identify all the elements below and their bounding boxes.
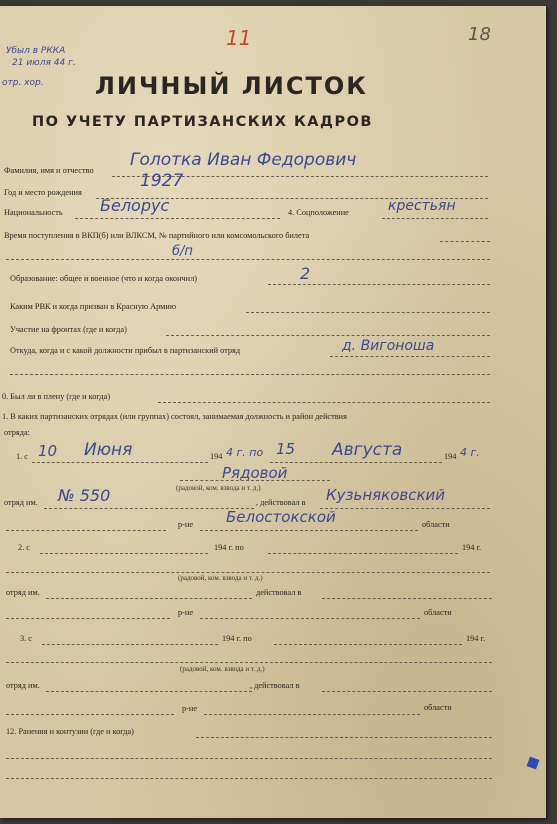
entry3-region-line xyxy=(204,714,420,715)
document-title: ЛИЧНЫЙ ЛИСТОК xyxy=(95,72,368,100)
entry1-region-line xyxy=(6,530,166,531)
entry1-unit-label: отряд им. xyxy=(4,498,38,507)
entry1-region-label: области xyxy=(422,520,450,529)
entry1-acted-label: , действовал в xyxy=(256,498,306,507)
f4-value: крестьян xyxy=(388,198,456,214)
f12-label: 12. Ранения и контузии (где и когда) xyxy=(6,727,134,736)
entry1-day-to: 15 xyxy=(276,440,296,458)
entry3-position-hint: (радовой, ком. взвода и т. д.) xyxy=(180,665,265,673)
entry1-day: 10 xyxy=(38,442,58,460)
f3-line xyxy=(75,218,280,219)
f3-value: Белорус xyxy=(100,196,170,215)
ink-mark xyxy=(527,757,540,770)
entry3-district-line xyxy=(6,714,174,715)
entry1-district-line xyxy=(200,530,418,531)
f2-label: Год и место рождения xyxy=(4,188,82,197)
entry1-year-to-label: 194 xyxy=(444,452,457,461)
entry3-date-line xyxy=(42,644,218,645)
f9-line-2 xyxy=(10,374,490,375)
f3-label: Национальность xyxy=(4,208,63,217)
entry3-year-to-label: 194 г. xyxy=(466,634,486,643)
entry3-year-label: 194 г. по xyxy=(222,634,252,643)
page-number: 18 xyxy=(468,24,491,45)
f12-line-2 xyxy=(6,758,492,759)
entry1-date-to-line xyxy=(270,462,442,463)
entry2-region-label: области xyxy=(424,608,452,617)
f9-label: Откуда, когда и с какой должности прибыл в партизанский отряд xyxy=(10,346,241,355)
entry1-acted-line xyxy=(320,508,490,509)
f12-line xyxy=(196,737,492,738)
f6-label: Образование: общее и военное (что и когда окончил) xyxy=(10,274,198,283)
entry1-year-suffix: 4 г. по xyxy=(226,446,264,459)
entry2-year-label: 194 г. по xyxy=(214,543,244,552)
f12-line-3 xyxy=(6,778,492,779)
f4-line xyxy=(382,218,488,219)
entry3-prefix: 3. с xyxy=(20,634,32,643)
f5-value: б/п xyxy=(172,244,193,259)
entry2-region-line xyxy=(200,618,420,619)
corner-note-1: Убыл в РККА xyxy=(6,46,66,56)
entry3-region-label: области xyxy=(424,703,452,712)
entry2-acted-line xyxy=(322,598,492,599)
document-sheet xyxy=(0,6,546,818)
f5-label: Время поступления в ВКП(б) или ВЛКСМ, № партийного или комсомольского билета xyxy=(4,231,310,240)
entry2-prefix: 2. с xyxy=(18,543,30,552)
entry1-position-hint: (радовой, ком. взвода и т. д.) xyxy=(176,484,261,492)
corner-note-2: 21 июля 44 г. xyxy=(12,58,76,68)
entry1-unit-line xyxy=(44,508,254,509)
entry1-district-value: Белостокской xyxy=(226,508,336,526)
entry1-unit-value: № 550 xyxy=(58,486,111,505)
entry1-prefix: 1. с xyxy=(16,452,28,461)
entry1-district-label: р-не xyxy=(178,520,194,529)
f7-line xyxy=(246,312,490,313)
f11-label: 1. В каких партизанских отрядах (или группах) состоял, занимаемая должность и район действия xyxy=(2,412,347,421)
f7-label: Каким РВК и когда призван в Красную Армию xyxy=(10,302,177,311)
entry3-acted-line xyxy=(322,691,492,692)
entry1-acted-value: Кузьняковский xyxy=(326,486,446,504)
f9-line xyxy=(330,356,490,357)
f10-line xyxy=(158,402,490,403)
document-subtitle: ПО УЧЕТУ ПАРТИЗАНСКИХ КАДРОВ xyxy=(32,114,373,130)
entry2-unit-label: отряд им. xyxy=(6,588,40,597)
entry3-unit-line xyxy=(46,691,252,692)
entry1-position-line xyxy=(180,480,330,481)
entry1-year-label: 194 xyxy=(210,452,223,461)
f1-value: Голотка Иван Федорович xyxy=(130,150,357,170)
f4-label: 4. Соцположение xyxy=(288,208,349,217)
f8-label: Участие на фронтах (где и когда) xyxy=(10,325,127,334)
entry2-date-to-line xyxy=(268,553,458,554)
f2-value: 1927 xyxy=(140,171,184,191)
f11-cont: отряда: xyxy=(4,428,30,437)
f6-line xyxy=(268,284,490,285)
entry3-unit-label: отряд им. xyxy=(6,681,40,690)
entry1-month-to: Августа xyxy=(332,440,403,460)
f5-line xyxy=(440,241,490,242)
entry1-date-line xyxy=(32,462,208,463)
f6-value: 2 xyxy=(300,264,311,283)
entry3-date-to-line xyxy=(274,644,462,645)
entry2-date-line xyxy=(40,553,208,554)
entry3-acted-label: , действовал в xyxy=(250,681,300,690)
entry3-district-label: р-не xyxy=(182,704,198,713)
f5-line-2 xyxy=(6,259,490,260)
entry2-district-line xyxy=(6,618,170,619)
entry2-position-line xyxy=(6,572,490,573)
f8-line xyxy=(166,335,490,336)
entry1-position: Рядовой xyxy=(222,464,288,482)
entry2-position-hint: (радовой, ком. взвода и т. д.) xyxy=(178,574,263,582)
f10-label: 0. Был ли в плену (где и когда) xyxy=(2,392,111,401)
entry1-month: Июня xyxy=(84,440,133,460)
entry2-district-label: р-не xyxy=(178,608,194,617)
red-number: 11 xyxy=(226,26,252,50)
f9-value: д. Вигоноша xyxy=(342,338,435,354)
entry1-year-to-suffix: 4 г. xyxy=(460,446,480,459)
entry2-unit-line xyxy=(46,598,252,599)
entry2-year-to-label: 194 г. xyxy=(462,543,482,552)
corner-note-3: отр. хор. xyxy=(2,78,44,88)
entry2-acted-label: действовал в xyxy=(256,588,302,597)
f1-label: Фамилия, имя и отчество xyxy=(4,166,94,175)
entry3-position-line xyxy=(6,662,492,663)
